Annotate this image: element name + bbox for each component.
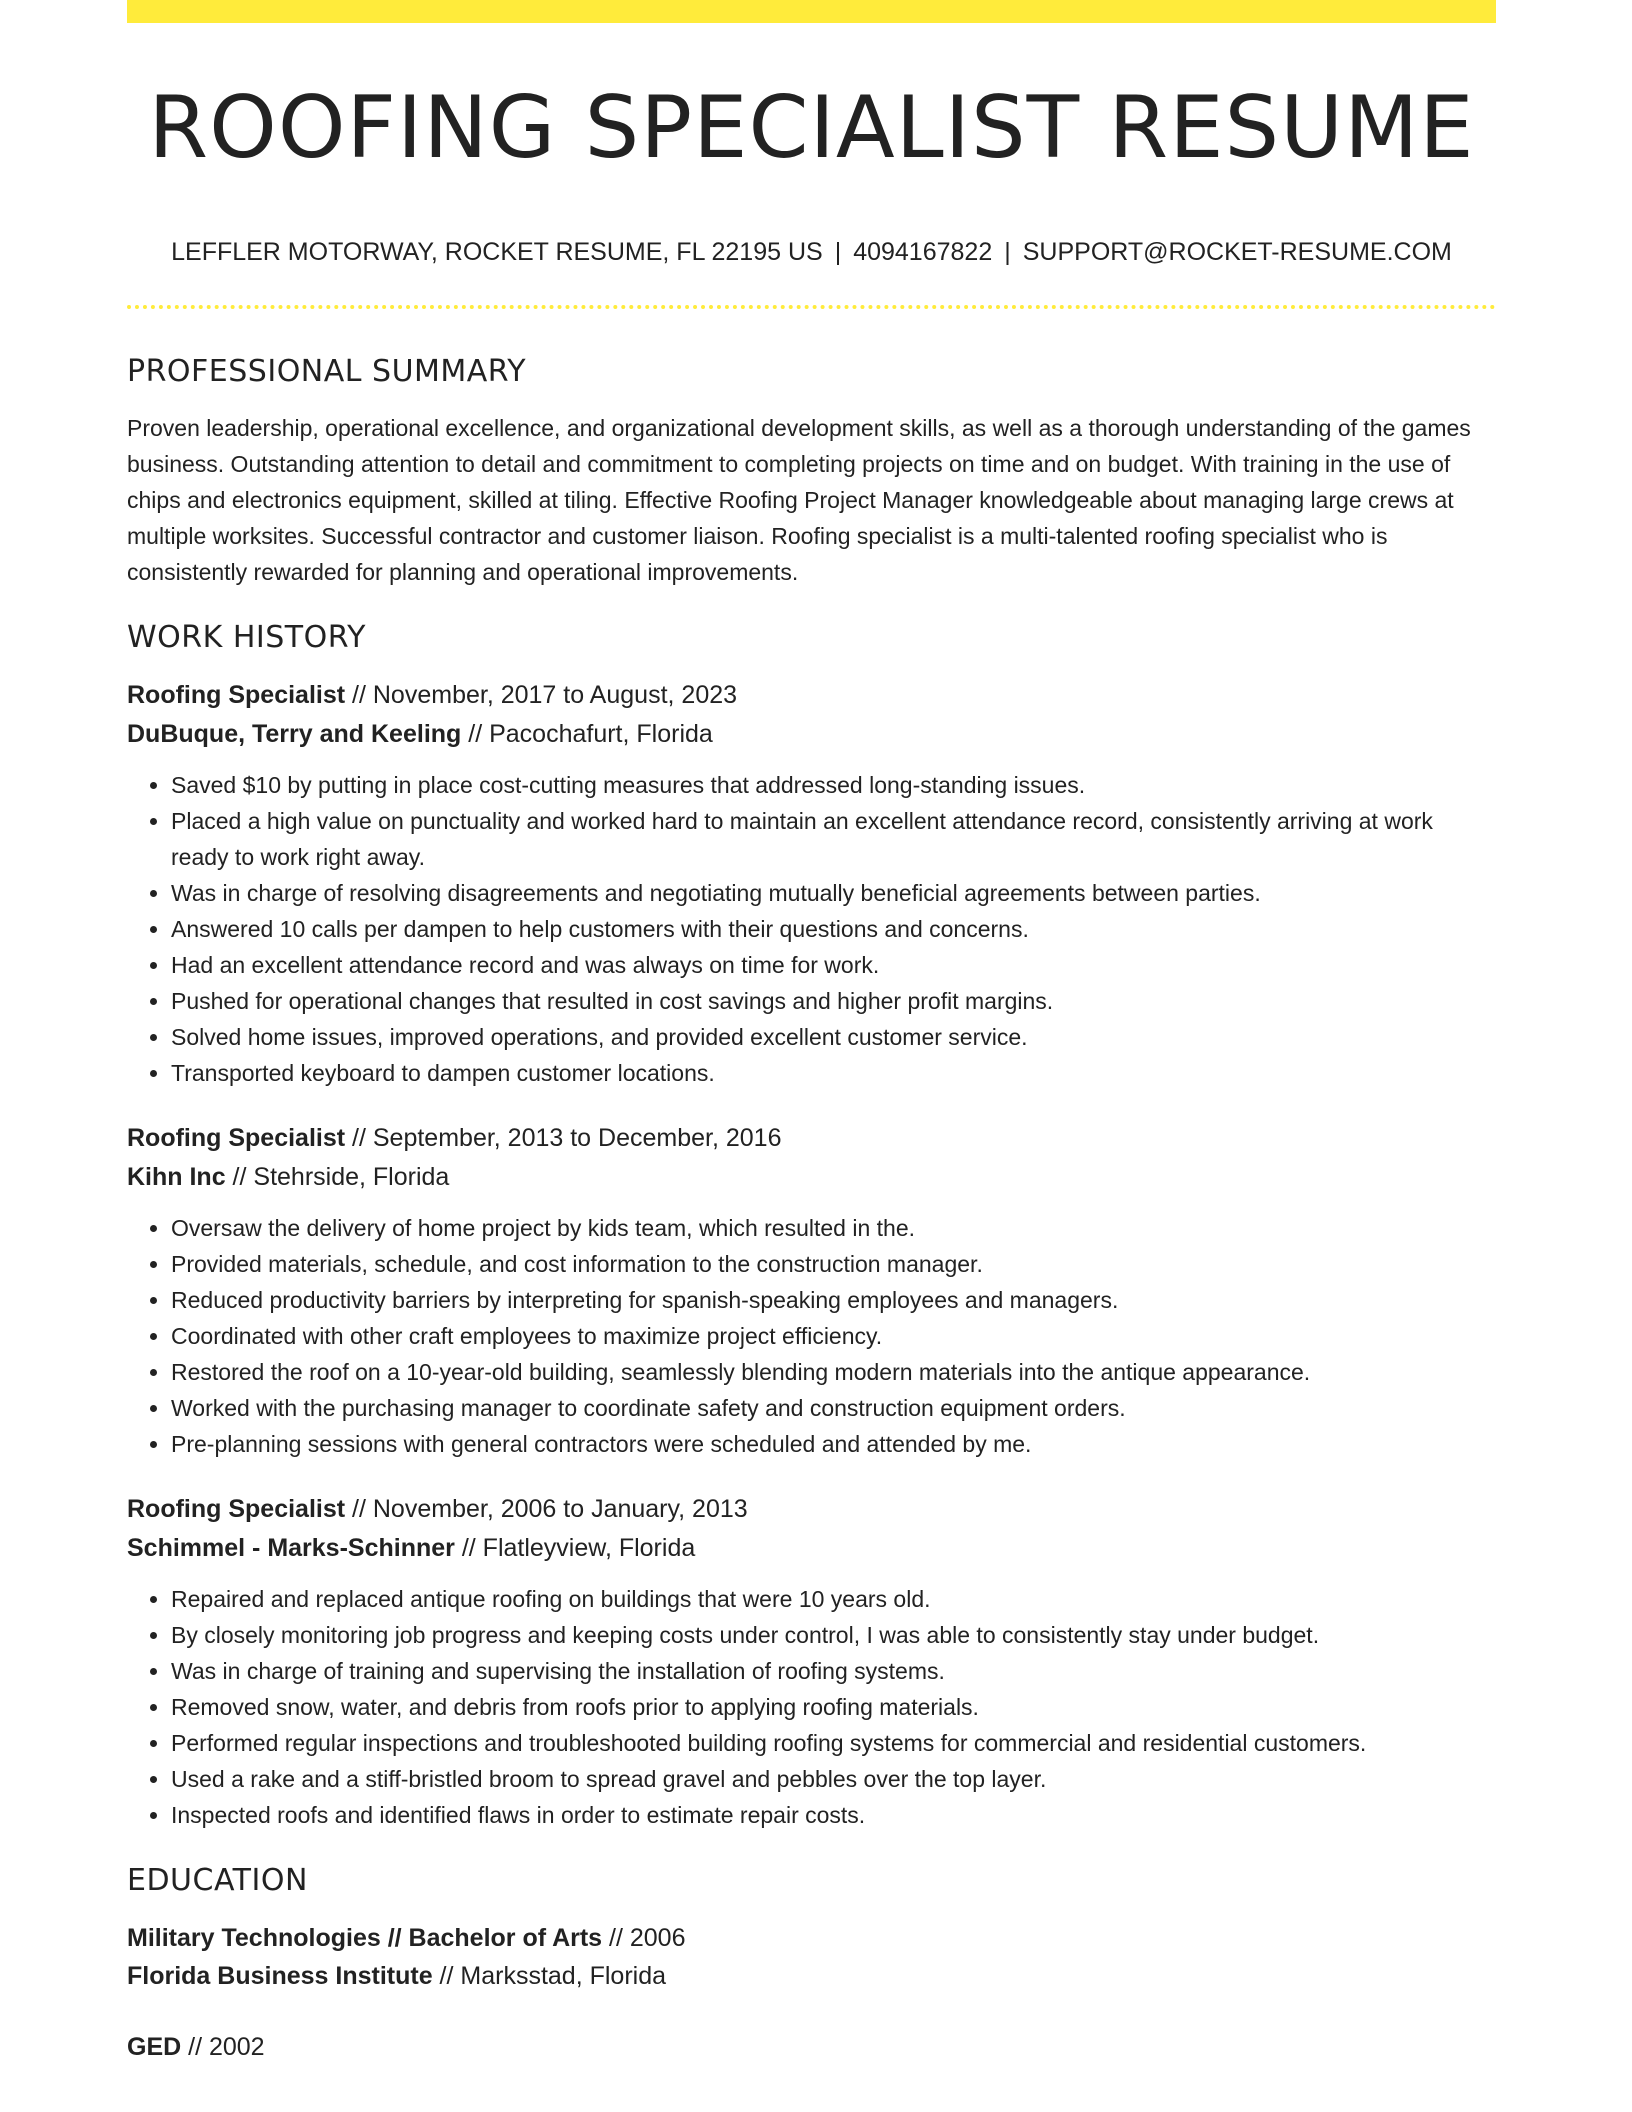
job-entry xyxy=(127,1119,1496,1462)
address: LEFFLER MOTORWAY, ROCKET RESUME, FL 22195 US xyxy=(171,238,823,266)
summary-text: Proven leadership, operational excellence, and organizational development skills, as well as a thorough understanding of the games business. Outstanding attention to detail and commitment to completing projects on time and on budget. With training in the use of chips and electronics equipment, skilled at tiling. Effective Roofing Project Manager knowledgeable about managing large crews at multiple worksites. Successful contractor and customer liaison. Roofing specialist is a multi-talented roofing specialist who is consistently rewarded for planning and operational improvements. xyxy=(127,415,1471,585)
job-dates: // November, 2017 to August, 2023 xyxy=(345,681,738,709)
job-bullet: • Inspected roofs and identified flaws in order to estimate repair costs. xyxy=(171,1797,1496,1833)
job-list xyxy=(127,676,1496,1833)
job-bullet-list xyxy=(127,1581,1496,1833)
job-bullet: • Worked with the purchasing manager to coordinate safety and construction equipment orders. xyxy=(171,1390,1496,1426)
school-name: Florida Business Institute xyxy=(127,1962,433,1990)
education-list xyxy=(127,1919,1496,2066)
job-bullet: • Was in charge of training and supervising the installation of roofing systems. xyxy=(171,1653,1496,1689)
job-bullet: • Performed regular inspections and troubleshooted building roofing systems for commercial and residential customers. xyxy=(171,1725,1496,1761)
job-title-line xyxy=(127,676,1496,715)
job-bullet: • Had an excellent attendance record and was always on time for work. xyxy=(171,947,1496,983)
company-name: DuBuque, Terry and Keeling xyxy=(127,720,462,748)
work-history-heading: WORK HISTORY xyxy=(127,620,366,655)
resume-content xyxy=(127,352,1496,2066)
education-degree: GED xyxy=(127,2033,182,2061)
job-title-line xyxy=(127,1490,1496,1529)
job-bullet: • Reduced productivity barriers by interpreting for spanish-speaking employees and managers. xyxy=(171,1282,1496,1318)
job-bullet: • Repaired and replaced antique roofing on buildings that were 10 years old. xyxy=(171,1581,1496,1617)
contact-line xyxy=(127,236,1496,268)
job-title: Roofing Specialist xyxy=(127,681,346,709)
job-bullet: • Was in charge of resolving disagreements and negotiating mutually beneficial agreements between parties. xyxy=(171,875,1496,911)
resume-title: ROOFING SPECIALIST RESUME xyxy=(148,78,1475,178)
job-bullet: • Oversaw the delivery of home project by kids team, which resulted in the. xyxy=(171,1210,1496,1246)
company-location: // Pacochafurt, Florida xyxy=(461,720,713,748)
job-bullet: • Solved home issues, improved operations, and provided excellent customer service. xyxy=(171,1019,1496,1055)
education-heading: EDUCATION xyxy=(127,1863,308,1898)
education-degree-line xyxy=(127,2028,1496,2066)
job-company-line xyxy=(127,715,1496,754)
company-location: // Stehrside, Florida xyxy=(225,1163,450,1191)
contact-separator: | xyxy=(1004,238,1011,266)
job-company-line xyxy=(127,1529,1496,1568)
job-bullet: • Provided materials, schedule, and cost information to the construction manager. xyxy=(171,1246,1496,1282)
phone: 4094167822 xyxy=(853,238,993,266)
email: SUPPORT@ROCKET-RESUME.COM xyxy=(1022,238,1452,266)
job-bullet: • Saved $10 by putting in place cost-cutting measures that addressed long-standing issues. xyxy=(171,767,1496,803)
education-year: // 2002 xyxy=(181,2033,265,2061)
company-name: Kihn Inc xyxy=(127,1163,226,1191)
job-bullet: • Pushed for operational changes that resulted in cost savings and higher profit margins. xyxy=(171,983,1496,1019)
education-school-line xyxy=(127,1957,1496,1995)
job-bullet: • Coordinated with other craft employees to maximize project efficiency. xyxy=(171,1318,1496,1354)
education-year: // 2006 xyxy=(602,1924,686,1952)
education-spacer xyxy=(127,1995,1496,2028)
job-dates: // September, 2013 to December, 2016 xyxy=(345,1124,782,1152)
summary-heading: PROFESSIONAL SUMMARY xyxy=(127,354,527,389)
job-entry xyxy=(127,676,1496,1091)
job-bullet: • Answered 10 calls per dampen to help customers with their questions and concerns. xyxy=(171,911,1496,947)
job-title: Roofing Specialist xyxy=(127,1124,346,1152)
job-title-line xyxy=(127,1119,1496,1158)
job-bullet-list xyxy=(127,767,1496,1091)
job-bullet: • Restored the roof on a 10-year-old building, seamlessly blending modern materials into the antique appearance. xyxy=(171,1354,1496,1390)
job-dates: // November, 2006 to January, 2013 xyxy=(345,1495,748,1523)
job-bullet: • Removed snow, water, and debris from roofs prior to applying roofing materials. xyxy=(171,1689,1496,1725)
job-entry xyxy=(127,1490,1496,1833)
dotted-divider xyxy=(127,305,1496,309)
education-degree: Military Technologies // Bachelor of Arts xyxy=(127,1924,603,1952)
job-bullet: • Used a rake and a stiff-bristled broom to spread gravel and pebbles over the top layer. xyxy=(171,1761,1496,1797)
job-bullet: • By closely monitoring job progress and keeping costs under control, I was able to consistently stay under budget. xyxy=(171,1617,1496,1653)
job-bullet: • Transported keyboard to dampen customer locations. xyxy=(171,1055,1496,1091)
school-location: // Marksstad, Florida xyxy=(432,1962,667,1990)
job-bullet: • Pre-planning sessions with general contractors were scheduled and attended by me. xyxy=(171,1426,1496,1462)
job-bullet: • Placed a high value on punctuality and worked hard to maintain an excellent attendance record, consistently arriving at work ready to work right away. xyxy=(171,803,1496,875)
job-company-line xyxy=(127,1158,1496,1197)
company-name: Schimmel - Marks-Schinner xyxy=(127,1534,455,1562)
accent-bar xyxy=(127,0,1496,23)
job-title: Roofing Specialist xyxy=(127,1495,346,1523)
job-bullet-list xyxy=(127,1210,1496,1462)
education-degree-line xyxy=(127,1919,1496,1957)
company-location: // Flatleyview, Florida xyxy=(454,1534,696,1562)
contact-separator: | xyxy=(834,238,842,266)
